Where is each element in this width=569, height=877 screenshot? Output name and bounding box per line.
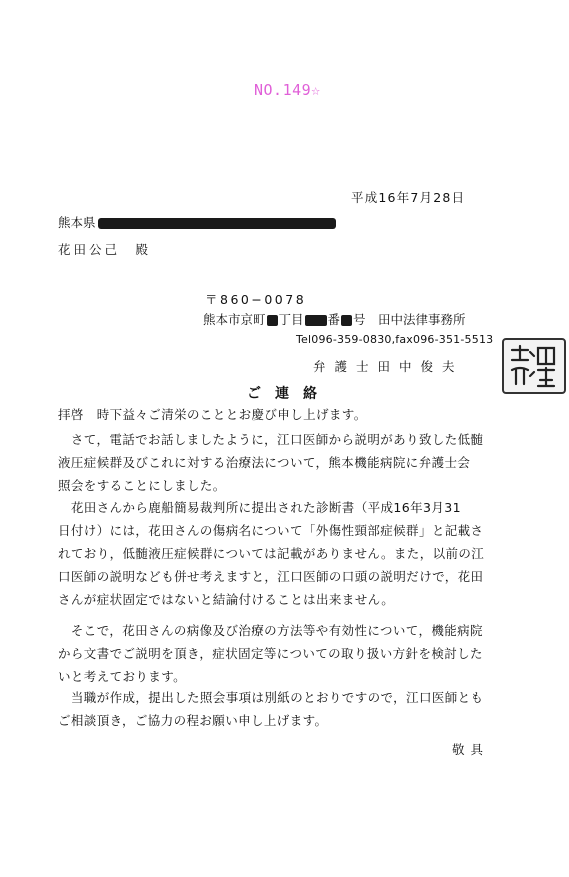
body-line: から文書でご説明を頂き，症状固定等についての取り扱い方針を検討した [58,646,483,661]
sender-address [203,310,466,328]
letter-date: 平成16年7月28日 [351,190,466,205]
sender-address-suffix: 号 田中法律事務所 [353,312,466,327]
body-paragraph-5 [58,686,506,732]
document-title: ご連絡 [247,386,331,402]
body-line: 日付け）には，花田さんの傷病名について「外傷性頸部症候群」と記載さ [58,523,484,538]
body-line: そこで，花田さんの病像及び治療の方法等や有効性について，機能病院 [58,623,483,638]
sender-lawyer-name: 弁護士田中俊夫 [313,359,464,374]
body-line: 当職が作成，提出した照会事項は別紙のとおりですので，江口医師とも [58,690,484,705]
closing-phrase: 敬具 [452,742,490,757]
lawyer-seal-stamp [502,338,566,394]
body-line: 花田さんから鹿船簡易裁判所に提出された診断書（平成16年3月31 [58,500,461,515]
sender-address-prefix: 熊本市京町 [203,312,266,327]
redaction-block [98,218,336,229]
body-line: 口医師の説明なども併せ考えますと，江口医師の口頭の説明だけで，花田 [58,569,484,584]
body-line: れており，低髄液圧症候群については記載がありません。また，以前の江 [58,546,485,561]
redaction-block [267,315,278,326]
body-paragraph-4 [58,619,506,688]
sender-postal-code: 〒860−0078 [205,292,307,307]
recipient-name: 花田公己 殿 [58,242,152,257]
body-line: 液圧症候群及びこれに対する治療法について，熊本機能病院に弁護士会 [58,455,471,470]
body-line: 照会をすることにしました。 [58,478,226,493]
body-line: さんが症状固定ではないと結論付けることは出来ません。 [58,592,395,607]
redaction-block [341,315,352,326]
body-paragraph-2 [58,428,506,497]
sender-tel-fax: Tel096-359-0830,fax096-351-5513 [296,333,494,346]
body-line: さて，電話でお話しましたように，江口医師から説明があり致した低髄 [58,432,484,447]
recipient-address-prefix: 熊本県 [58,215,96,230]
sender-address-mid2: 番 [327,312,341,327]
sender-address-mid1: 丁目 [278,312,304,327]
body-paragraph-1 [58,403,506,426]
redaction-block [305,315,327,326]
recipient-address [58,213,336,231]
body-line: 拝啓 時下益々ご清栄のこととお慶び申し上げます。 [58,407,367,422]
body-line: いと考えております。 [58,669,187,684]
document-number-stamp: NO.149☆ [254,81,321,99]
body-paragraph-3 [58,496,506,611]
seal-glyph-icon [504,340,564,392]
body-line: ご相談頂き，ご協力の程お願い申し上げます。 [58,713,328,728]
